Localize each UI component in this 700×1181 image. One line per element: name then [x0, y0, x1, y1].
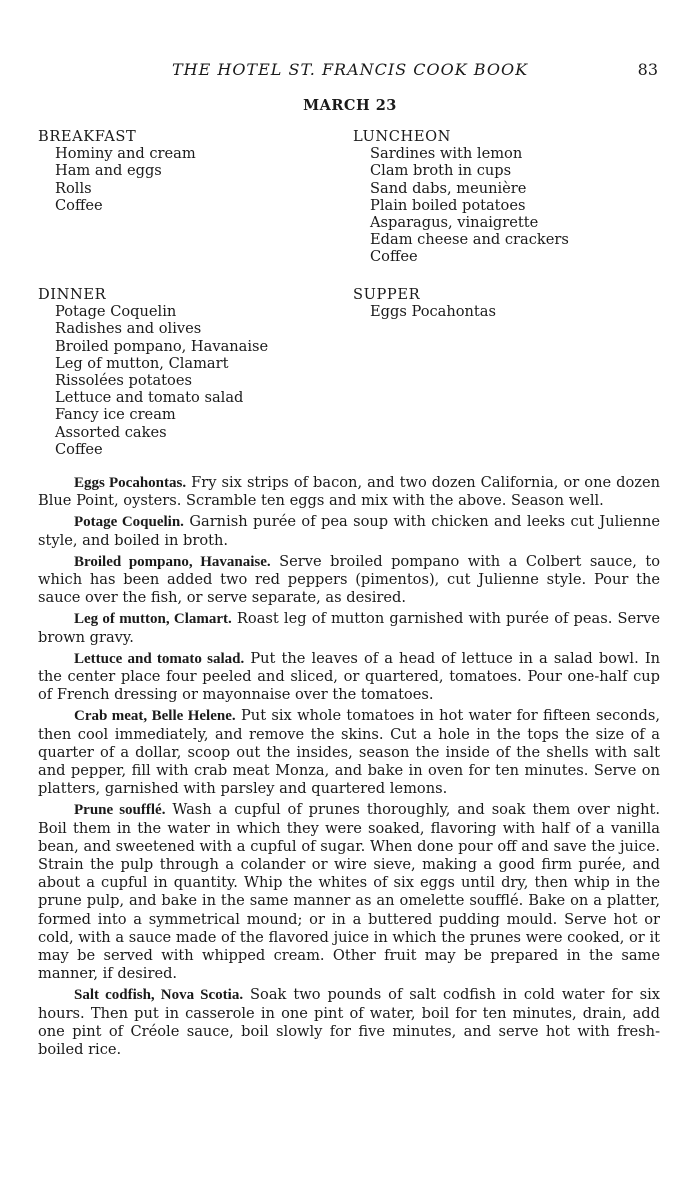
recipe-broiled-pompano — [38, 553, 660, 608]
supper-heading: SUPPER — [353, 286, 421, 303]
running-head — [0, 60, 700, 80]
breakfast-menu — [38, 128, 196, 214]
recipe-prune-souffle — [38, 801, 660, 983]
supper-menu — [353, 286, 496, 320]
recipe-potage-coquelin — [38, 513, 660, 549]
recipe-title: Prune soufflé. — [74, 802, 166, 819]
menu-item: Plain boiled potatoes — [370, 196, 526, 214]
menu-item: Ham and eggs — [55, 162, 162, 180]
dinner-menu — [38, 286, 268, 458]
page-number: 83 — [637, 60, 658, 79]
menu-item: Rissolées potatoes — [55, 372, 192, 390]
menu-item: Asparagus, vinaigrette — [370, 214, 539, 232]
recipe-body: Put six whole tomatoes in hot water for fifteen seconds, then cool immediately, and remove the skins. Cut a hole in the tops the size of a quarter of a dollar, scoop out the insides, season the inside of the shells with salt and pepper, fill with crab meat Monza, and bake in oven for ten minutes. Serve on platters, garnished with parsley and quartered lemons. — [38, 707, 660, 798]
menu-item: Eggs Pocahontas — [370, 303, 496, 321]
menu-item: Sardines with lemon — [370, 145, 523, 163]
menu-item: Assorted cakes — [55, 423, 167, 441]
recipe-body: Roast leg of mutton garnished with purée of peas. Serve brown gravy. — [38, 610, 660, 646]
menu-item: Lettuce and tomato salad — [55, 389, 244, 407]
menu-item: Edam cheese and crackers — [370, 231, 569, 249]
recipe-eggs-pocahontas — [38, 474, 660, 510]
recipe-body: Wash a cupful of prunes thoroughly, and soak them over night. Boil them in the water in which they were soaked, flavoring with half of a vanilla bean, and sweetened with a cupful of sugar. When done pour off and save the juice. Strain the pulp through a colander or wire sieve, making a good firm purée, and about a cupful in quantity. Whip the whites of six eggs until dry, then whip in the prune pulp, and bake in the same manner as an omelette soufflé. Bake on a platter, formed into a symmetrical mound; or in a buttered pudding mould. Serve hot or cold, with a sauce made of the flavored juice in which the prunes were cooked, or it may be served with whipped cream. Other fruit may be prepared in the same manner, if desired. — [38, 801, 660, 983]
dinner-heading: DINNER — [38, 286, 107, 303]
recipe-title: Crab meat, Belle Helene. — [74, 708, 236, 725]
luncheon-menu — [353, 128, 569, 266]
menu-item: Coffee — [55, 196, 103, 214]
recipe-title: Lettuce and tomato salad. — [74, 650, 245, 667]
luncheon-heading: LUNCHEON — [353, 128, 452, 145]
recipe-body: Put the leaves of a head of lettuce in a salad bowl. In the center place four peeled and sliced, or quartered, tomatoes. Pour one-half cup of French dressing or mayonnaise over the tomatoes. — [38, 649, 661, 704]
menu-item: Broiled pompano, Havanaise — [55, 337, 269, 355]
menu-item: Hominy and cream — [55, 145, 196, 163]
recipe-text — [38, 474, 660, 1062]
menu-item: Coffee — [370, 248, 418, 266]
menu-item: Clam broth in cups — [370, 162, 512, 180]
recipe-title: Potage Coquelin. — [74, 514, 184, 531]
recipe-lettuce-tomato-salad — [38, 650, 660, 705]
recipe-body: Fry six strips of bacon, and two dozen California, or one dozen Blue Point, oysters. Scramble ten eggs and mix with the above. Season well. — [38, 474, 660, 510]
running-title: THE HOTEL ST. FRANCIS COOK BOOK — [171, 60, 529, 79]
menu-item: Rolls — [55, 179, 92, 197]
breakfast-heading: BREAKFAST — [38, 128, 137, 145]
menu-item: Sand dabs, meunière — [370, 179, 527, 197]
menu-item: Coffee — [55, 440, 103, 458]
recipe-body: Soak two pounds of salt codfish in cold water for six hours. Then put in casserole in one pint of water, boil for ten minutes, drain, add one pint of Créole sauce, boil slowly for five minutes, and serve hot with fresh-boiled rice. — [38, 986, 660, 1059]
menu-date: MARCH 23 — [303, 97, 397, 114]
menu-item: Radishes and olives — [55, 320, 202, 338]
recipe-crab-meat — [38, 707, 660, 798]
recipe-leg-of-mutton — [38, 610, 660, 646]
recipe-body: Serve broiled pompano with a Colbert sauce, to which has been added two red peppers (pimentos), cut Julienne style. Pour the sauce over the fish, or serve separate, as desired. — [38, 552, 661, 607]
recipe-title: Broiled pompano, Havanaise. — [74, 553, 271, 570]
menu-item: Potage Coquelin — [55, 303, 177, 321]
recipe-title: Eggs Pocahontas. — [74, 475, 187, 491]
recipe-title: Leg of mutton, Clamart. — [74, 611, 232, 628]
menu-item: Fancy ice cream — [55, 406, 176, 424]
menu-item: Leg of mutton, Clamart — [55, 354, 229, 372]
recipe-title: Salt codfish, Nova Scotia. — [74, 987, 244, 1004]
recipe-body: Garnish purée of pea soup with chicken and leeks cut Julienne style, and boiled in broth. — [38, 513, 661, 549]
recipe-salt-codfish — [38, 986, 660, 1059]
